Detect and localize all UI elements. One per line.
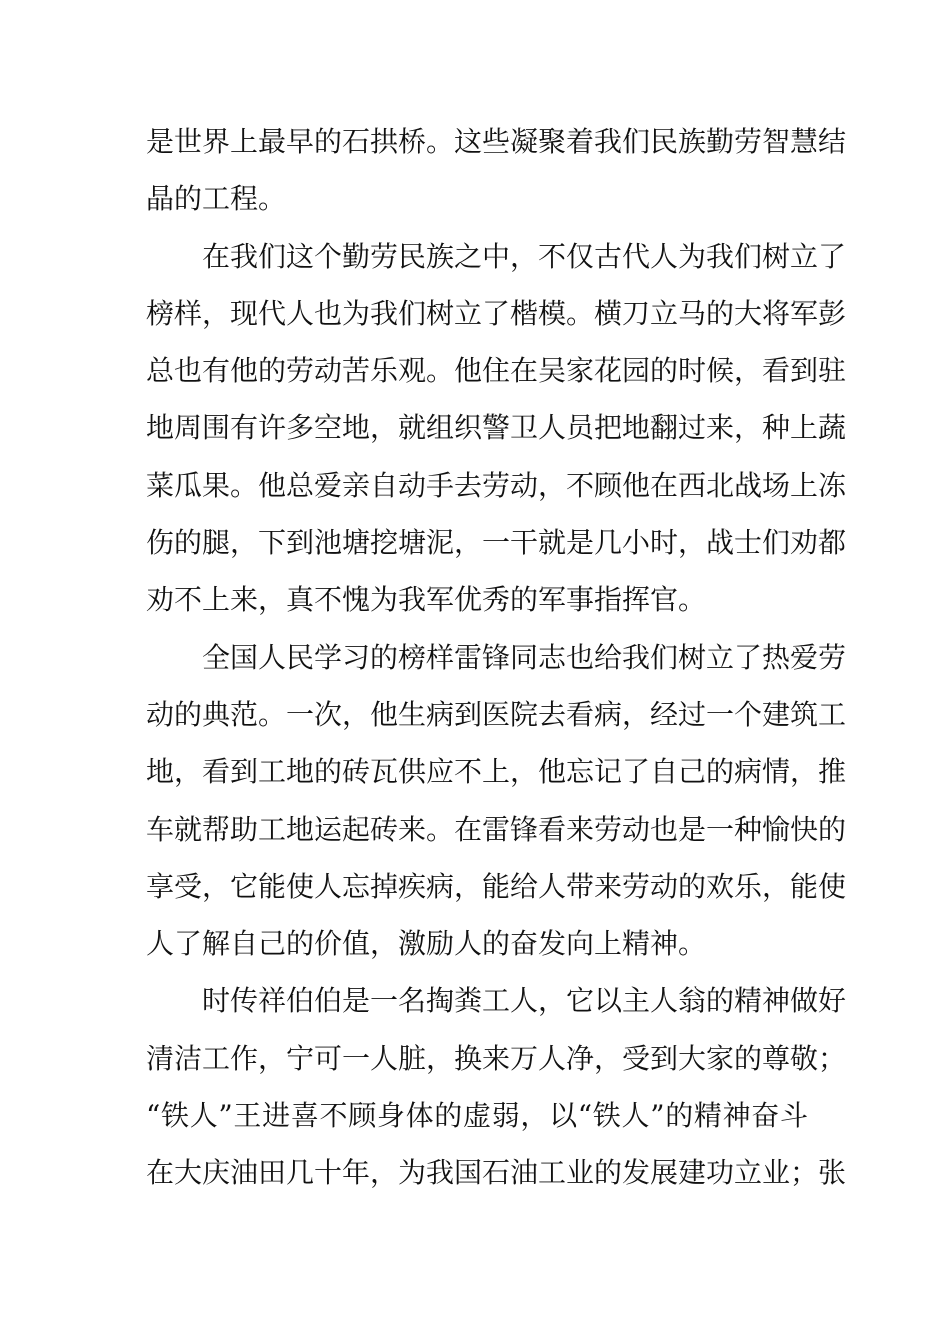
- text-line: 总也有他的劳动苦乐观。他住在吴家花园的时候，看到驻: [146, 354, 847, 388]
- text-line: 享受，它能使人忘掉疾病，能给人带来劳动的欢乐，能使: [146, 869, 847, 903]
- text-line: 地，看到工地的砖瓦供应不上，他忘记了自己的病情，推: [146, 755, 847, 789]
- text-line: 榜样，现代人也为我们树立了楷模。横刀立马的大将军彭: [146, 296, 847, 330]
- text-line: 在我们这个勤劳民族之中，不仅古代人为我们树立了: [202, 239, 847, 273]
- text-line: “铁人”王进喜不顾身体的虚弱，以“铁人”的精神奋斗: [146, 1099, 808, 1133]
- text-line: 地周围有许多空地，就组织警卫人员把地翻过来，种上蔬: [146, 411, 847, 445]
- text-line: 是世界上最早的石拱桥。这些凝聚着我们民族勤劳智慧结: [146, 125, 847, 158]
- text-line: 全国人民学习的榜样雷锋同志也给我们树立了热爱劳: [202, 640, 847, 674]
- text-line: 动的典范。一次，他生病到医院去看病，经过一个建筑工: [146, 697, 847, 731]
- text-line: 伤的腿，下到池塘挖塘泥，一干就是几小时，战士们劝都: [146, 526, 847, 560]
- text-line: 在大庆油田几十年，为我国石油工业的发展建功立业；张: [146, 1156, 847, 1190]
- body-text: [146, 113, 847, 1202]
- text-line: 晶的工程。: [146, 182, 287, 216]
- text-line: 车就帮助工地运起砖来。在雷锋看来劳动也是一种愉快的: [146, 812, 847, 846]
- text-line: 清洁工作，宁可一人脏，换来万人净，受到大家的尊敬；: [146, 1041, 847, 1075]
- text-line: 菜瓜果。他总爱亲自动手去劳动，不顾他在西北战场上冻: [146, 468, 847, 502]
- text-line: 劝不上来，真不愧为我军优秀的军事指挥官。: [146, 583, 707, 617]
- text-line: 人了解自己的价值，激励人的奋发向上精神。: [146, 927, 707, 961]
- text-line: 时传祥伯伯是一名掏粪工人，它以主人翁的精神做好: [202, 984, 847, 1018]
